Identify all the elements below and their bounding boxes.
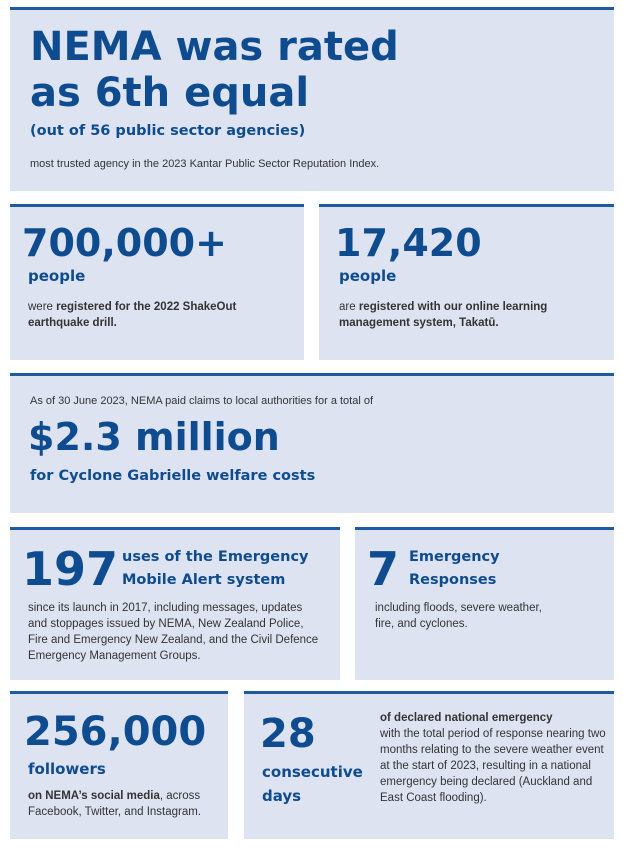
responses-description: including floods, severe weather, fire, and cyclones.	[375, 602, 542, 630]
trust-rating-subtitle: (out of 56 public sector agencies)	[30, 123, 306, 139]
followers-desc-bold: on NEMA’s social media	[28, 790, 160, 802]
shakeout-description	[28, 299, 278, 331]
claims-intro: As of 30 June 2023, NEMA paid claims to local authorities for a total of	[30, 395, 374, 407]
emergency-description	[380, 710, 606, 806]
emergency-desc-bold: of declared national emergency	[380, 712, 553, 724]
responses-number: 7	[367, 542, 400, 596]
emergency-days-unit	[262, 760, 363, 808]
claims-purpose: for Cyclone Gabrielle welfare costs	[30, 468, 316, 484]
responses-title-line-2: Responses	[409, 572, 497, 588]
emergency-alert-card	[10, 527, 340, 680]
followers-description	[28, 788, 220, 820]
trust-rating-card	[10, 7, 614, 191]
shakeout-unit: people	[28, 267, 86, 285]
headline-line-1: NEMA was rated	[30, 24, 399, 70]
shakeout-desc-bold: registered for the 2022 ShakeOut earthquake drill.	[28, 301, 237, 329]
emergency-desc-rest: with the total period of response nearing two months relating to the severe weather event at the start of 2023, resulting in a national emergency being declared (Auckland and East Coast flooding).	[380, 728, 606, 804]
alert-title	[122, 546, 309, 592]
takatu-unit: people	[339, 267, 397, 285]
headline-line-2: as 6th equal	[30, 70, 310, 116]
alert-uses-number: 197	[22, 542, 119, 596]
takatu-desc-prefix: are	[339, 301, 359, 313]
followers-desc-rest: , across Facebook, Twitter, and Instagram.	[28, 790, 202, 818]
social-media-card	[10, 691, 228, 839]
responses-title-line-1: Emergency	[409, 549, 500, 565]
emergency-days-number: 28	[260, 711, 316, 757]
trust-rating-description: most trusted agency in the 2023 Kantar Public Sector Reputation Index.	[30, 158, 380, 170]
alert-description: since its launch in 2017, including messages, updates and stoppages issued by NEMA, New Zealand Police, Fire and Emergency New Zealand, and the Civil Defence Emergency Management Groups.	[28, 602, 319, 662]
emergency-responses-card	[355, 527, 614, 680]
shakeout-card	[10, 204, 304, 360]
takatu-number: 17,420	[335, 221, 482, 265]
takatu-description	[339, 299, 589, 331]
shakeout-number: 700,000+	[22, 221, 227, 265]
followers-number: 256,000	[24, 709, 207, 755]
shakeout-desc-prefix: were	[28, 301, 57, 313]
emergency-days-unit-line-1: consecutive	[262, 763, 363, 781]
national-emergency-card	[244, 691, 614, 839]
takatu-desc-bold: registered with our online learning management system, Takatū.	[339, 301, 548, 329]
takatu-card	[319, 204, 614, 360]
trust-rating-headline	[30, 24, 399, 116]
alert-title-line-2: Mobile Alert system	[122, 572, 286, 588]
claims-amount: $2.3 million	[28, 415, 280, 459]
emergency-days-unit-line-2: days	[262, 787, 302, 805]
responses-title	[409, 546, 500, 592]
cyclone-claims-card	[10, 373, 614, 513]
alert-title-line-1: uses of the Emergency	[122, 549, 309, 565]
followers-unit: followers	[28, 760, 106, 778]
